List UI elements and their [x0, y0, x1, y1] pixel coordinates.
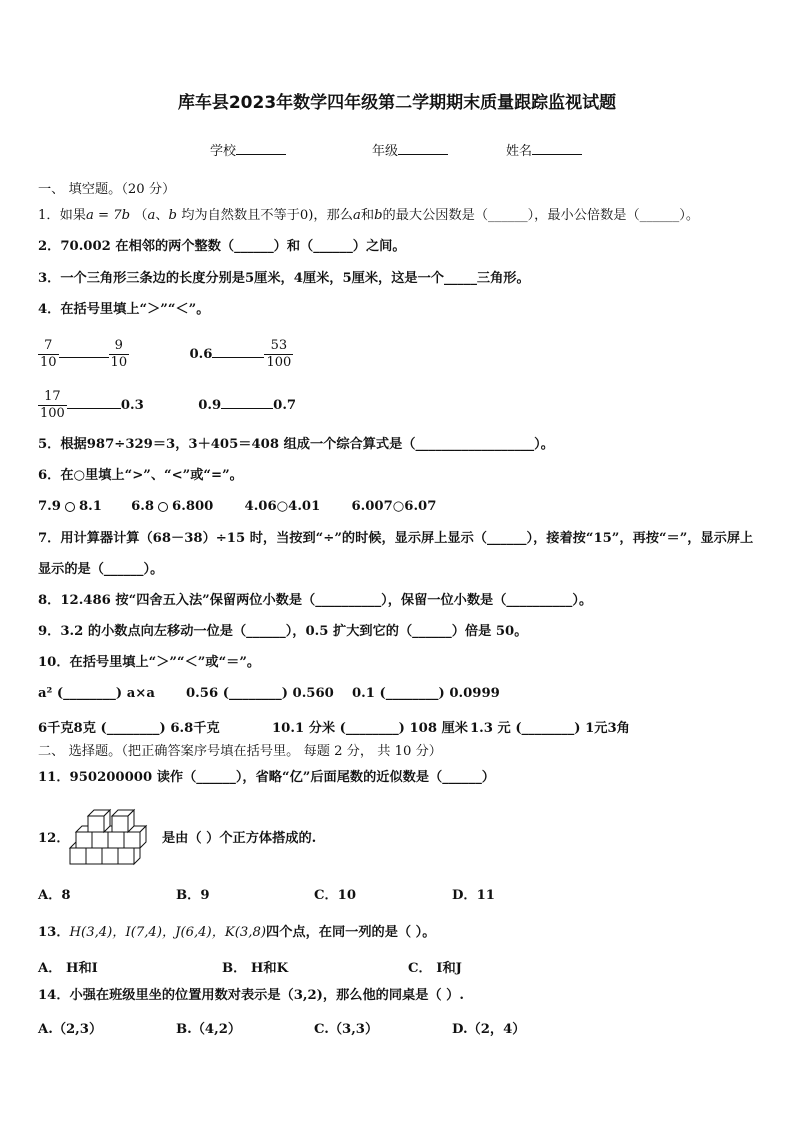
question-1: 1．如果a = 7b （a、b 均为自然数且不等于0)，那么a和b的最大公因数是（______），最小公倍数是（______）。 — [38, 208, 700, 223]
q12-option-c[interactable]: C．10 — [314, 888, 357, 903]
q12-option-b[interactable]: B．9 — [176, 888, 210, 903]
q4-row-1: $\frac{7}{10}$ $\frac{9}{10}$ 0.6 $\frac{53}{100}$ — [40, 338, 292, 370]
name-field: 姓名 — [506, 140, 582, 159]
circle-blank — [158, 502, 168, 512]
section-1-heading: 一、 填空题。（20 分） — [38, 182, 176, 197]
question-5: 5．根据987÷329＝3，3＋405＝408 组成一个综合算式是（__________________）。 — [38, 437, 554, 452]
question-7-line-2: 显示的是（______）。 — [38, 562, 164, 577]
q13-option-b[interactable]: B． H和K — [222, 961, 289, 976]
question-14: 14．小强在班级里坐的位置用数对表示是（3,2)，那么他的同桌是（ ）. — [38, 988, 464, 1003]
question-6: 6．在○里填上“>”、“<”或“=”。 — [38, 468, 243, 483]
question-9: 9．3.2 的小数点向左移动一位是（______），0.5 扩大到它的（______）倍是 50。 — [38, 624, 528, 639]
q10-row-2-a: 6千克8克 (________) 6.8千克 — [38, 721, 220, 736]
fraction: $\frac{9}{10}$ — [110, 338, 128, 370]
circle-blank — [65, 502, 75, 512]
grade-field: 年级 — [372, 140, 448, 159]
question-12-text: 是由（ ）个正方体搭成的. — [162, 831, 317, 846]
q14-option-c[interactable]: C.（3,3） — [314, 1022, 379, 1037]
q13-option-c[interactable]: C． I和J — [408, 961, 462, 976]
q10-row-1-c: 0.1 (________) 0.0999 — [352, 686, 500, 701]
school-field: 学校 — [210, 140, 286, 159]
q13-option-a[interactable]: A． H和I — [38, 961, 98, 976]
fraction: $\frac{17}{100}$ — [40, 389, 65, 421]
question-11: 11．950200000 读作（______），省略“亿”后面尾数的近似数是（______） — [38, 770, 495, 785]
cube-stack-figure — [66, 808, 156, 868]
question-8: 8．12.486 按“四舍五入法”保留两位小数是（__________），保留一位小数是（__________）。 — [38, 593, 593, 608]
q14-option-d[interactable]: D.（2，4） — [452, 1022, 526, 1037]
exam-title: 库车县2023年数学四年级第二学期期末质量跟踪监视试题 — [177, 93, 617, 113]
question-2: 2．70.002 在相邻的两个整数（______）和（______）之间。 — [38, 239, 406, 254]
fraction: $\frac{7}{10}$ — [40, 338, 57, 370]
q14-option-a[interactable]: A.（2,3） — [38, 1022, 103, 1037]
question-12-number: 12． — [38, 831, 70, 846]
q14-option-b[interactable]: B.（4,2） — [176, 1022, 242, 1037]
q12-option-a[interactable]: A．8 — [38, 888, 71, 903]
q12-option-d[interactable]: D．11 — [452, 888, 495, 903]
q4-row-2: $\frac{17}{100}$ 0.3 0.9 0.7 — [40, 389, 297, 421]
section-2-heading: 二、 选择题。（把正确答案序号填在括号里。 每题 2 分， 共 10 分） — [38, 744, 442, 759]
question-10: 10．在括号里填上“＞”“＜”或“＝”。 — [38, 655, 261, 670]
q10-row-1-b: 0.56 (________) 0.560 — [186, 686, 334, 701]
question-4: 4．在括号里填上“＞”“＜”。 — [38, 302, 210, 317]
q10-row-2-c: 1.3 元 (________) 1元3角 — [470, 721, 630, 736]
question-3: 3．一个三角形三条边的长度分别是5厘米，4厘米，5厘米，这是一个_____三角形。 — [38, 271, 530, 286]
fraction: $\frac{53}{100}$ — [266, 338, 292, 370]
question-13: 13．H(3,4)，I(7,4)，J(6,4)，K(3,8)四个点，在同一列的是（ ）。 — [38, 925, 436, 940]
q10-row-2-b: 10.1 分米 (________) 108 厘米 — [272, 721, 468, 736]
question-7-line-1: 7．用计算器计算（68－38）÷15 时，当按到“÷”的时候，显示屏上显示（______），接着按“15”，再按“＝”，显示屏上 — [38, 531, 754, 546]
q6-row: 7.9 8.1 6.8 6.800 4.06○4.01 6.007○6.07 — [38, 499, 437, 514]
q10-row-1-a: a² (________) a×a — [38, 686, 155, 701]
